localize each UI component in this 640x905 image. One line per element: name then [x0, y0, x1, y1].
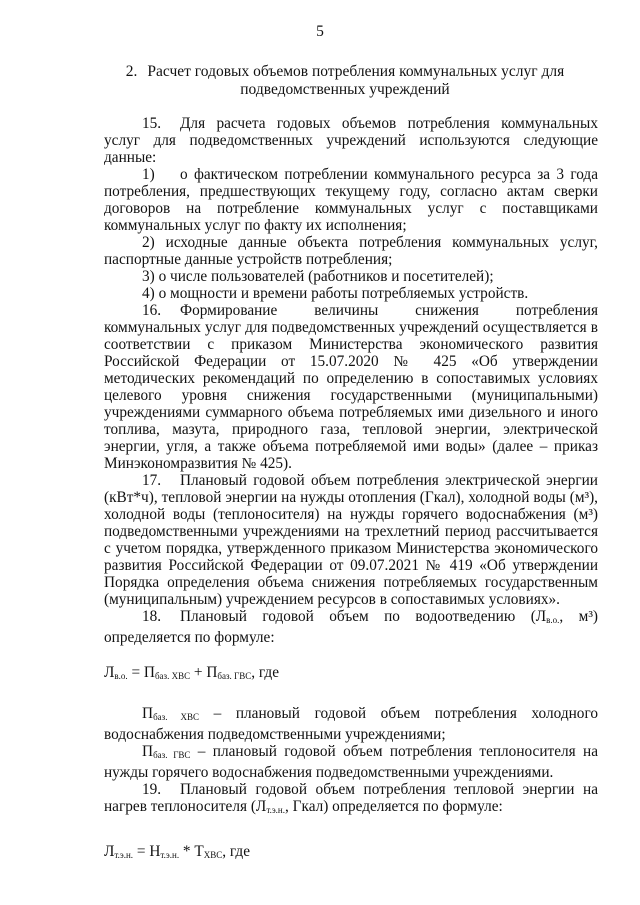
paragraph-16: [104, 302, 598, 472]
list-item-2: 2) исходные данные объекта потребления коммунальных услуг, паспортные данные устройств потребления;: [104, 234, 598, 268]
page-number: 5: [316, 23, 324, 40]
paragraph-text: Формирование величины снижения потребления коммунальных услуг для подведомственных учреждений осуществляется в соответствии с приказом Министерства экономического развития Российской Федерации от 15.07.2020 № 425 «Об утверждении методических рекомендаций по определению в сопоставимых условиях целевого уровня снижения государственными (муниципальными) учреждениями суммарного объема потребляемых ими дизельного и иного топлива, мазута, природного газа, тепловой энергии, электрической энергии, угля, а также объема потребляемой ими воды» (далее – приказ Минэкономразвития № 425).: [104, 302, 598, 472]
section-title-text: Расчет годовых объемов потребления коммунальных услуг для подведомственных учреждений: [147, 63, 565, 98]
definition-hot-water: $П_{баз. ГВС}$ – плановый годовой объем потребления теплоносителя на нужды горячего водоснабжения подведомственными учреждениями.: [104, 743, 598, 781]
list-item-3: 3) о числе пользователей (работников и посетителей);: [142, 268, 494, 285]
paragraph-number: 17.: [142, 472, 162, 489]
paragraph-number: 18.: [142, 608, 162, 625]
paragraph-15: [104, 115, 598, 166]
formula-heat-energy: $Л_{т.э.н.} = Н_{т.э.н.} * Т_{ХВС}$, где: [104, 843, 250, 860]
definition-cold-water: $П_{баз. ХВС}$ – плановый годовой объем потребления холодного водоснабжения подведомственными учреждениями;: [104, 705, 598, 743]
paragraph-17: [104, 472, 598, 608]
paragraph-19: 19. Плановый годовой объем потребления тепловой энергии на нагрев теплоносителя ($Л_{т.э.н.}$, Гкал) определяется по формуле:: [104, 781, 598, 815]
section-number: 2.: [125, 63, 138, 80]
paragraph-text: Плановый годовой объем потребления электрической энергии (кВт*ч), тепловой энергии на нужды отопления (Гкал), холодной воды (м³), холодной воды (теплоносителя) на нужды горячего водоснабжения (м³) подведомственными учреждениями на трехлетний период рассчитывается с учетом порядка, утвержденного приказом Министерства экономического развития Российской Федерации от 09.07.2021 № 419 «Об утверждении Порядка определения объема снижения потребляемых государственным (муниципальным) учреждением ресурсов в сопоставимых условиях».: [104, 472, 598, 608]
list-item-1: [104, 166, 598, 234]
document-body: [104, 115, 598, 864]
paragraph-number: 19.: [142, 781, 162, 798]
list-item-4: 4) о мощности и времени работы потребляемых устройств.: [142, 285, 529, 302]
paragraph-text: Для расчета годовых объемов потребления коммунальных услуг для подведомственных учреждений используются следующие данные:: [104, 115, 598, 166]
section-heading: [110, 63, 580, 99]
paragraph-18: 18. Плановый годовой объем по водоотведению ($Л_{в.о.}$, м³) определяется по формуле:: [104, 608, 599, 646]
formula-water-disposal: $Л_{в.о.} = П_{баз. ХВС} + П_{баз. ГВС}$, где: [104, 664, 279, 681]
list-text: о фактическом потреблении коммунального ресурса за 3 года потребления, предшествующих текущему году, согласно актам сверки договоров на потребление коммунальных услуг с поставщиками коммунальных услуг по факту их исполнения;: [104, 166, 598, 234]
paragraph-number: 16.: [142, 302, 162, 319]
paragraph-number: 15.: [142, 115, 162, 132]
list-number: 1): [142, 166, 155, 183]
